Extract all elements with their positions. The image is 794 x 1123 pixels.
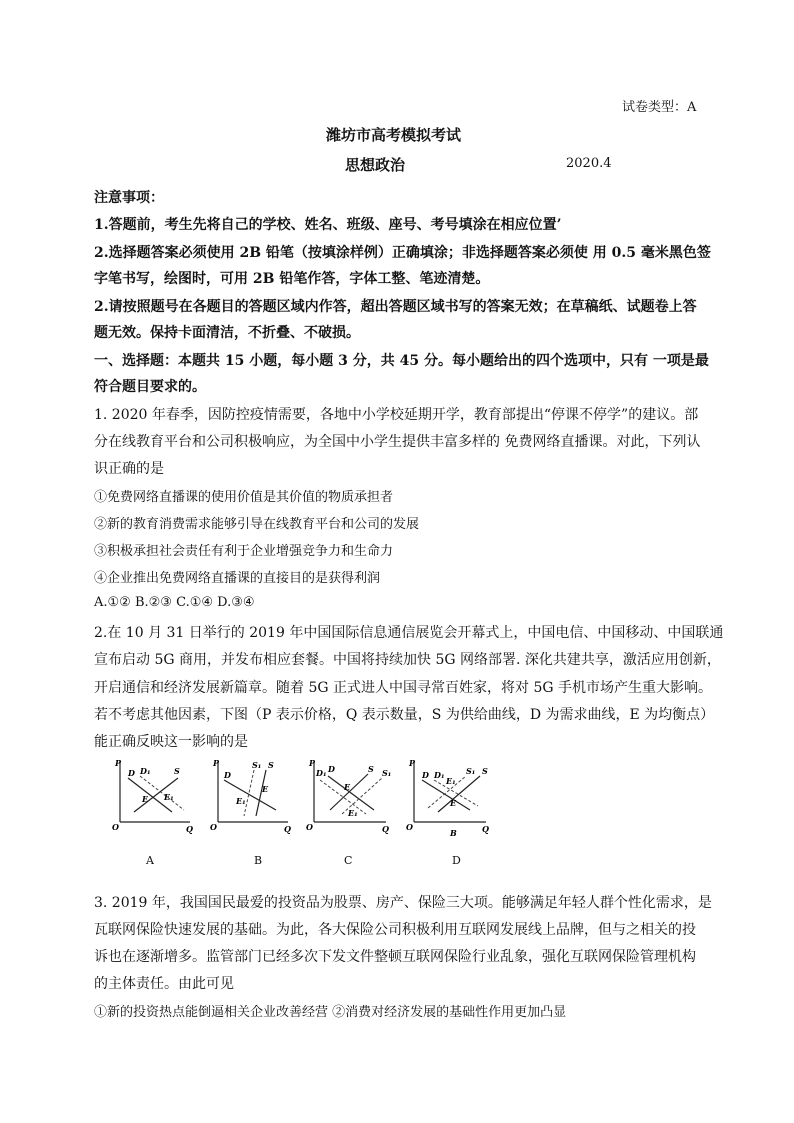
graph-b-origin: O [210,822,217,832]
graph-c-label-s1: S₁ [382,768,392,778]
section-heading: 一、选择题：本题共 15 小题，每小题 3 分，共 45 分。每小题给出的四个选项中，只有 一项是最 [94,353,709,369]
exam-title: 潍坊市高考模拟考试 [326,126,462,144]
graph-a-q-label: Q [186,824,193,834]
q2-stem: 开启通信和经济发展新篇章。随着 5G 正式进人中国寻常百姓家，将对 5G 手机市场产生重大影响。 [94,680,712,696]
graph-b-q-label: Q [284,824,291,834]
q2-stem: 若不考虑其他因素，下图（P 表示价格，Q 表示数量，S 为供给曲线，D 为需求曲线，E 为均衡点） [94,707,715,723]
q1-stem: 分在线教育平台和公司积极响应，为全国中小学生提供丰富多样的 免费网络直播课。对此，下列认 [94,434,701,450]
q3-stem: 诉也在逐渐增多。监管部门已经多次下发文件整顿互联网保险行业乱象，强化互联网保险管理机构 [94,949,696,965]
graph-d-label-s1: S₁ [466,766,476,776]
q2-stem: 2.在 10 月 31 日举行的 2019 年中国国际信息通信展览会开幕式上，中国电信、中国移动、中国联通 [94,625,724,641]
subject-title: 思想政治 [345,156,406,174]
q1-option: ②新的教育消费需求能够引导在线教育平台和公司的发展 [94,517,420,532]
graph-c-label-s: S [368,764,374,774]
q1-stem: 1. 2020 年春季，因防控疫情需要，各地中小学校延期开学，教育部提出“停课不停学”的建议。部 [94,407,699,423]
q3-stem: 3. 2019 年，我国国民最爱的投资品为股票、房产、保险三大项。能够满足年轻人群个性化需求，是 [94,895,712,911]
graph-d-label-d: D [422,770,429,780]
graph-a-p-label: P [115,758,122,768]
graph-c-origin: O [306,822,313,832]
graph-c [306,758,394,867]
graph-b-label-s: S [268,760,274,770]
q1-option: ③积极承担社会责任有利于企业增强竞争力和生命力 [94,544,394,559]
graph-c-label-e: E [344,782,351,792]
graph-d-label-e: E [450,798,457,808]
exam-date: 2020.4 [566,156,612,171]
notice-item: 1.答题前，考生先将自己的学校、姓名、班级、座号、考号填涂在相应位置’ [94,217,562,233]
graph-b-label-s1: S₁ [252,760,262,770]
graph-d-p-label: P [409,758,416,768]
graph-b-label-e1: E₁ [236,796,246,806]
graph-d-q-label: Q [482,824,489,834]
graph-b-d-curve [224,780,276,810]
q1-option: ④企业推出免费网络直播课的直接目的是获得利润 [94,571,381,586]
q1-option: ①免费网络直播课的使用价值是其价值的物质承担者 [94,490,394,505]
graph-c-p-label: P [309,758,316,768]
q3-stem: 瓦联网保险快速发展的基础。为此，各大保险公司积极利用互联网发展线上品牌，但与之相关的投 [94,922,696,938]
graph-b-label-d: D [224,770,231,780]
paper-type: 试卷类型：A [622,100,697,115]
graph-d-extra-label: B [450,828,457,838]
notice-heading: 注意事项： [94,190,164,206]
graph-c-label-d1: D₁ [316,768,327,778]
q2-stem: 能正确反映这一影响的是 [94,734,248,750]
graph-d-origin: O [406,822,413,832]
graph-a-label-s: S [174,766,180,776]
notice-item: 2.选择题答案必须使用 2B 铅笔（按填涂样例）正确填涂；非选择题答案必须使 用 0.5 毫米黑色签 [94,245,711,261]
q2-stem: 宣布启动 5G 商用，并发布相应套餐。中国将持续加快 5G 网络部署. 深化共建共享，激活应用创新， [94,652,721,668]
notice-item: 2.请按照题号在各题目的答题区域内作答，超出答题区域书写的答案无效；在草稿纸、试题卷上答 [94,299,697,315]
graph-b [210,758,294,867]
graph-d-label-e1: E₁ [446,776,456,786]
graph-d-caption: D [452,854,461,867]
graph-a [112,758,196,867]
graph-d [406,758,494,867]
graph-a-label-d: D [128,768,135,778]
graph-a-label-e1: E₁ [164,792,174,802]
graph-a-label-e: E [142,794,149,804]
q3-options: ①新的投资热点能倒逼相关企业改善经营 ②消费对经济发展的基础性作用更加凸显 [94,1005,567,1020]
graph-b-p-label: P [213,758,220,768]
section-heading-cont: 符合题目要求的。 [94,379,206,395]
notice-item: 字笔书写，绘图时，可用 2B 铅笔作答，字体工整、笔迹清楚。 [94,271,490,287]
graph-a-label-d1: D₁ [140,766,151,776]
graph-c-caption: C [344,854,353,867]
graph-b-caption: B [254,854,263,867]
graph-c-label-e1: E₁ [348,808,358,818]
graph-c-q-label: Q [382,824,389,834]
graph-c-s-curve [330,774,368,810]
graph-d-label-s: S [482,766,488,776]
graph-a-origin: O [112,822,119,832]
graph-d-label-d1: D₁ [434,770,445,780]
notice-item: 题无效。保持卡面清洁，不折叠、不破损。 [94,325,360,341]
q1-choices: A.①② B.②③ C.①④ D.③④ [94,595,255,610]
graph-a-caption: A [146,854,154,867]
q3-stem: 的主体责任。由此可见 [94,976,234,992]
q1-stem: 识正确的是 [94,461,164,477]
graph-c-label-d: D [328,764,335,774]
graph-b-label-e: E [262,784,269,794]
